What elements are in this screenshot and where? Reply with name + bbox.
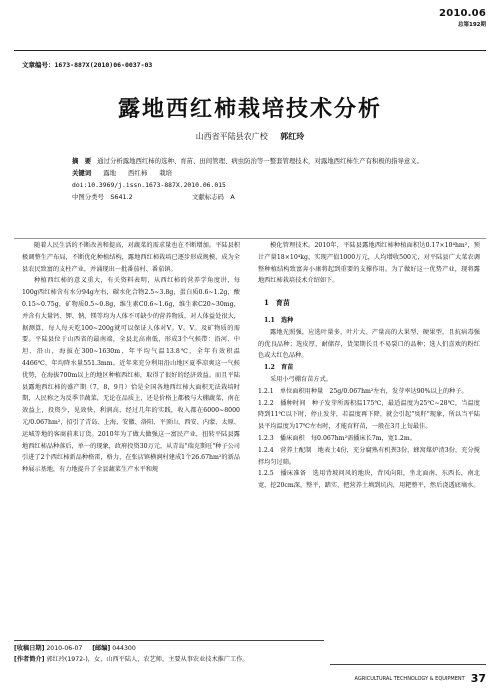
journal-footer [355,672,486,685]
author-bio: 郭红玲(1972-)，女，山西平陆人，农艺师，主要从事农业技术推广工作。 [46,656,249,663]
left-column [22,240,240,476]
keyword: 露地 [103,169,116,177]
document-code: 文献标志码 A [192,193,235,201]
abstract-rule [14,238,486,239]
list-item: 1.2.3 播床面积 每0.067hm²需播床长7m，宽1.2m。 [258,434,416,442]
author-name: 郭红玲 [280,132,305,141]
paragraph: 随着人民生活的不断改善和提高，对蔬菜的需求量也在不断增加。平陆县积极调整生产布局，不断优化种植结构，露地西红柿栽培已逐步形成规模，成为全县农民致富的支柱产业，并涌现出一批番茄村、番茄镇。 [22,242,240,273]
article-number: 文章编号：1673-887X(2010)06-0037-03 [22,61,153,69]
page-title: 露地西红柿栽培技术分析 [117,97,382,122]
paragraph: 露地光照强，应选叶量多、叶片大、产量高的大果型、硬果型，且抗病毒强的优良品种；选皮厚，耐储存，货架期长且不易裂口的品种；选人们喜欢的粉红色或大红色品种。 [258,328,480,360]
list-item: 1.2.2 播种时间 种子发芽所需积温175℃，最适温度为25℃~28℃，当温度降到11℃以下时，停止发芽，若温度再下降，就会引起"臭籽"现象，所以当平陆县平均温度为17℃左右时，才能育籽苗，一般在3月上旬最佳。 [258,399,480,431]
journal-name: AGRICULTURAL TECHNOLOGY & EQUIPMENT [354,675,465,682]
footnote [14,640,324,665]
author-line [0,131,500,142]
issue-number: 2010.06 [439,8,486,19]
paragraph: 采用小弓棚育苗方式。 [270,375,332,383]
doi: doi:10.3969/j.issn.1673-887X.2010.06.015 [72,181,226,189]
abstract [72,155,440,167]
total-issue: 总第192期 [458,22,486,28]
received-label: [收稿日期] [14,645,45,652]
post-label: [邮编] [92,645,111,652]
author-bio-line [14,654,324,665]
clc-number: 中图分类号 S641.2 [72,193,133,201]
abstract-label: 摘 要 [72,157,92,165]
header-rule [14,50,486,51]
issue-header [439,8,486,28]
keywords [72,167,440,179]
section-heading: 1 育苗 [264,298,290,308]
list-item: 1.2.4 营养土配制 地表土4份，充分腐熟有机粪3份，蜂窝煤炉渣3份，充分搅拌均匀过筛。 [258,446,480,466]
paragraph: 模化管理技术。2010年，平陆县露地西红柿种植面积达0.17×10⁴hm²，预计产量18×10⁴kg，实现产值1000万元，人均增收500元，对平陆县广大菜农调整种植结构致富奔小康将起到重要的支撑作用。为了做好这一优势产业，现将露地西红柿栽培技术介绍如下。 [258,242,480,285]
list-item: 1.2.1 单位面积用种量 25g/0.067hm²左右，发芽率达90%以上的种子。 [258,387,468,395]
author-bio-label: [作者简介] [14,656,45,663]
received-line [14,643,324,654]
abstract-block [72,155,440,203]
page-number: 37 [470,672,486,685]
classification [72,191,440,203]
keyword: 栽培 [159,169,173,177]
post-code: 044300 [112,645,136,652]
received-date: 2010-06-07 [46,645,83,652]
list-item: 1.2.5 播床准备 选用背坡问风的地块，背风向阳，坐北面南，东西长，南北宽，挖20cm深，整平，踏实，把营养土填到坑内，用耙整平，然后浇透底墒水。 [258,470,480,490]
keywords-label: 关键词 [72,169,92,177]
footer-rule [330,664,486,665]
keyword: 西红柿 [128,169,148,177]
subsection-heading: 1.2 育苗 [264,364,294,372]
subsection-heading: 1.1 选种 [264,316,294,324]
author-org: 山西省平陆县农广校 [195,132,268,141]
right-column [258,240,480,492]
abstract-text: 通过分析露地西红柿的选种、育苗、田间管理、病虫防治等一整套管理技术，对露地西红柿生产有积极的指导意义。 [97,157,424,165]
paragraph: 种植西红柿的意义重大，有关资料表明，从西红柿的营养学角度讲，每100g西红柿含有水分94g左右，碳水化合物2.5~3.8g，蛋白质0.6~1.2g，酸0.15~0.75g，矿物质0.5~0.8g，维生素C0.6~1.6g，维生素C20~30mg，并含有大量钙、钾、钠、镁等均为人体不可缺少的营养物质，对人体益处很大，据测算，每人每天吃100~200g就可以保证人体对V。V。V。及矿物质的需要。平陆县位于山西省的最南端，全县北高南低，形成3个气候带：沿河、中坦、沿山，海拔在300~1630m，年平均气温13.8℃，全年有效积温4466℃，年均降水量551.3mm。近年来充分利用沿山地区夏季凉爽这一气候优势，在海拔700m以上的地区种植西红柿，取得了很好的经济效益。而且平陆县露地西红柿的盛产期（7，8，9月）恰是全国各地西红柿大面积无法栽培时期，人民称之为反季节蔬菜，无论在品质上，还是价格上都极与大棚蔬菜，南在效益上，投资少，见效快，利润高，经过几年的实践，收入都在6000~8000元/0.067hm²，招引了青岛、上海、安徽、洛阳、平顶山、西安、内蒙、太原、运城等地的客商前来订货。2010年为了做大做强这一富民产业，扭转平陆县露地西红柿品种落后，单一的现象，政府投资30万元，从青岛"瑞克斯旺"种子公司引进了2个西红柿新品种格雷，格力，在张店镇横涧村建成1个26.67hm²的新品种展示基地，有力地提升了全县蔬菜生产水平和规 [22,277,240,474]
